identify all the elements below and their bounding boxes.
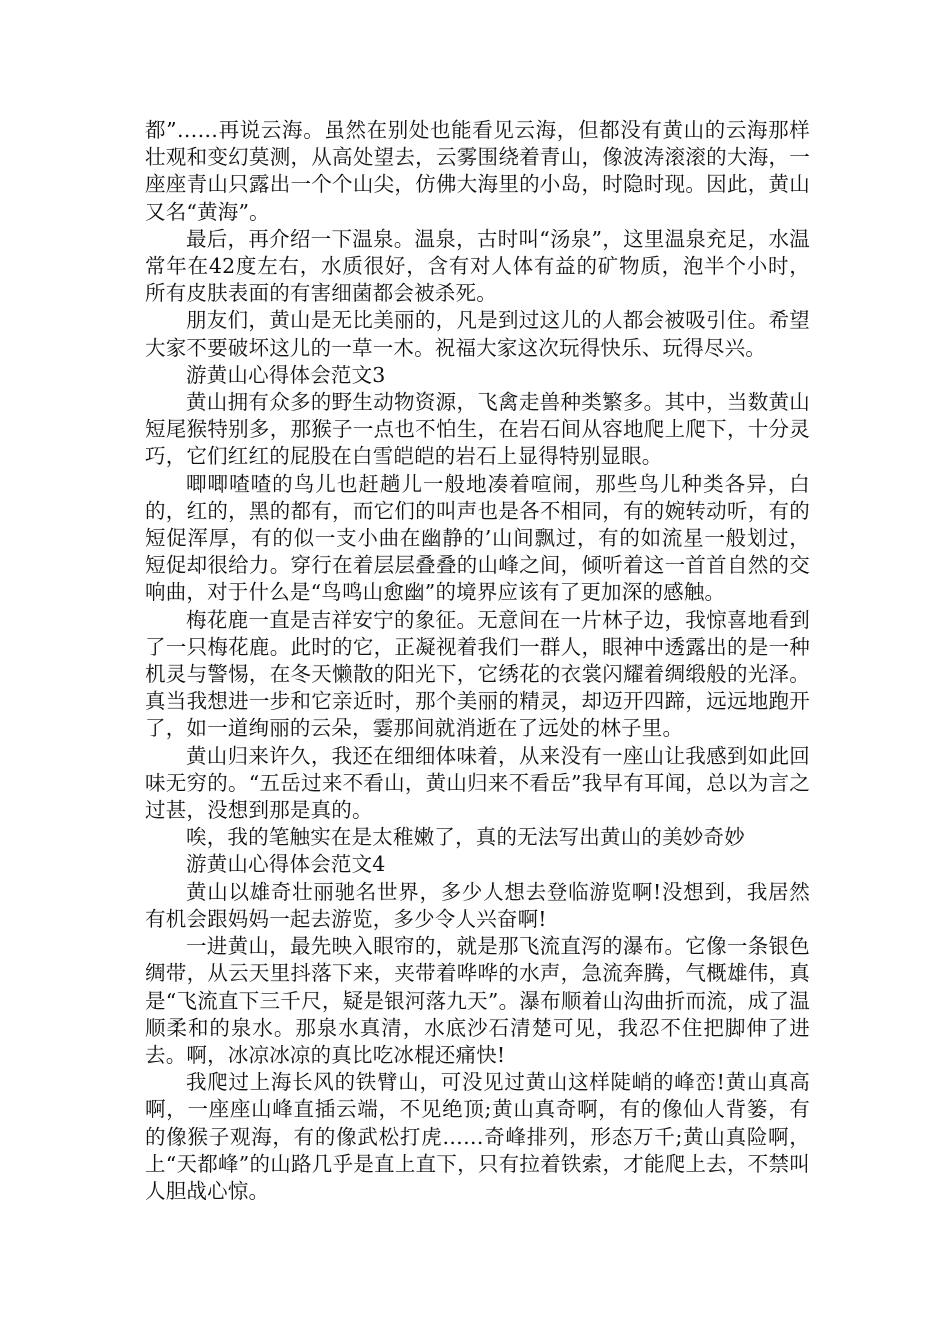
paragraph-1: 都”……再说云海。虽然在别处也能看见云海，但都没有黄山的云海那样壮观和变幻莫测，从高处望去，云雾围绕着青山，像波涛滚滚的大海，一座座青山只露出一个个山尖，仿佛大海里的小岛，时隐时现。因此，黄山又名“黄海”。: [145, 118, 810, 224]
paragraph-8: 唉，我的笔触实在是太稚嫩了，真的无法写出黄山的美妙奇妙: [186, 825, 745, 850]
paragraph-5: 唧唧喳喳的鸟儿也赶趟儿一般地凑着喧闹，那些鸟儿种类各异，白的，红的，黑的都有，而它们的叫声也是各不相同，有的婉转动听，有的短促浑厚，有的似一支小曲在幽静的’山间飘过，有的如流星一般划过，短促却很给力。穿行在着层层叠叠的山峰之间，倾听着这一首首自然的交响曲，对于什么是“鸟鸣山愈幽”的境界应该有了更加深的感触。: [145, 471, 810, 605]
document-body: [145, 117, 810, 1205]
paragraph-10: 一进黄山，最先映入眼帘的，就是那飞流直泻的瀑布。它像一条银色绸带，从云天里抖落下来，夹带着哗哗的水声，急流奔腾，气概雄伟，真是“飞流直下三千尺，疑是银河落九天”。瀑布顺着山沟曲折而流，成了温顺柔和的泉水。那泉水真清，水底沙石清楚可见，我忍不住把脚伸了进去。啊，冰凉冰凉的真比吃冰棍还痛快!: [145, 934, 810, 1067]
paragraph-3: 朋友们，黄山是无比美丽的，凡是到过这儿的人都会被吸引住。希望大家不要破坏这儿的一草一木。祝福大家这次玩得快乐、玩得尽兴。: [145, 308, 810, 360]
paragraph-7: 黄山归来许久，我还在细细体味着，从来没有一座山让我感到如此回味无穷的。“五岳过来不看山，黄山归来不看岳”我早有耳闻，总以为言之过甚，没想到那是真的。: [145, 743, 810, 823]
paragraph-9: 黄山以雄奇壮丽驰名世界，多少人想去登临游览啊!没想到，我居然有机会跟妈妈一起去游览，多少令人兴奋啊!: [145, 879, 810, 931]
paragraph-6: 梅花鹿一直是吉祥安宁的象征。无意间在一片林子边，我惊喜地看到了一只梅花鹿。此时的它，正凝视着我们一群人，眼神中透露出的是一种机灵与警惕，在冬天懒散的阳光下，它绣花的衣裳闪耀着绸缎般的光泽。真当我想进一步和它亲近时，那个美丽的精灵，却迈开四蹄，远远地跑开了，如一道绚丽的云朵，霎那间就消逝在了远处的林子里。: [145, 607, 810, 741]
paragraph-2: 最后，再介绍一下温泉。温泉，古时叫“汤泉”，这里温泉充足，水温常年在42度左右，水质很好，含有对人体有益的矿物质，泡半个小时，所有皮肤表面的有害细菌都会被杀死。: [145, 226, 810, 306]
section-heading-4: 游黄山心得体会范文4: [186, 852, 386, 877]
paragraph-4: 黄山拥有众多的野生动物资源，飞禽走兽种类繁多。其中，当数黄山短尾猴特别多，那猴子一点也不怕生，在岩石间从容地爬上爬下，十分灵巧，它们红红的屁股在白雪皑皑的岩石上显得特别显眼。: [145, 390, 810, 469]
section-heading-3: 游黄山心得体会范文3: [186, 362, 386, 387]
paragraph-11: 我爬过上海长风的铁臂山，可没见过黄山这样陡峭的峰峦!黄山真高啊，一座座山峰直插云端，不见绝顶;黄山真奇啊，有的像仙人背篓，有的像猴子观海，有的像武松打虎……奇峰排列，形态万千;黄山真险啊，上“天都峰”的山路几乎是直上直下，只有拉着铁索，才能爬上去，不禁叫人胆战心惊。: [145, 1070, 810, 1203]
